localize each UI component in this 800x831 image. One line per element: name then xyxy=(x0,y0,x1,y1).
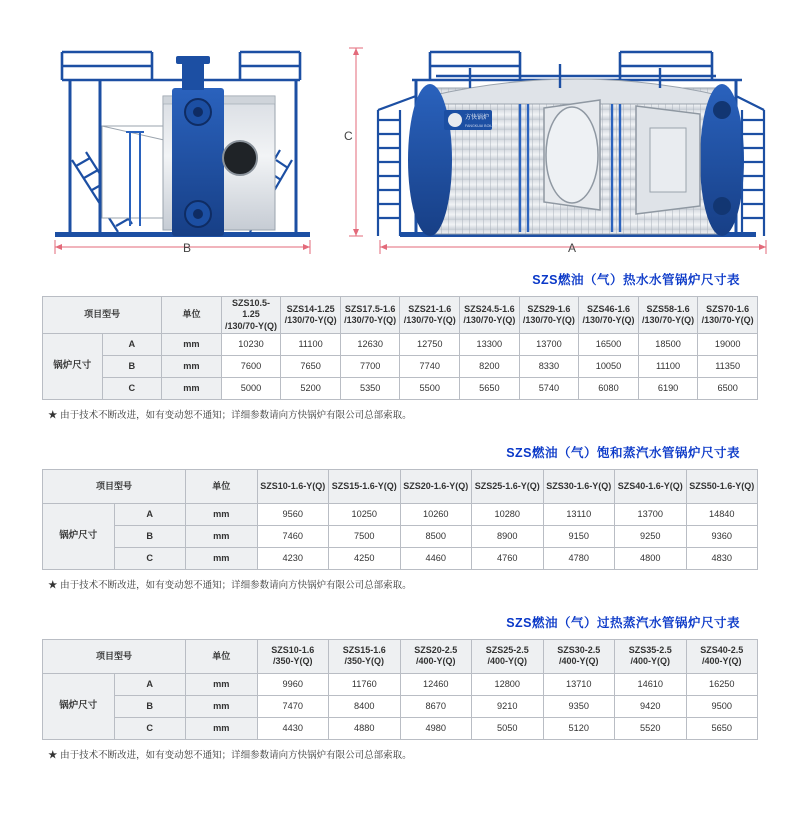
unit-label: mm xyxy=(162,355,222,377)
spec-block-hot-water xyxy=(42,270,758,421)
cell-value: 4460 xyxy=(400,547,472,569)
dim-label: C xyxy=(102,377,162,399)
header-cell-model-5: SZS30-2.5 /400-Y(Q) xyxy=(543,639,615,673)
cell-value: 8400 xyxy=(329,695,401,717)
cell-value: 5050 xyxy=(472,717,544,739)
brand-badge xyxy=(444,110,498,130)
table-row xyxy=(43,503,758,525)
cell-value: 10250 xyxy=(329,503,401,525)
product-diagram xyxy=(0,0,800,270)
cell-value: 14840 xyxy=(686,503,758,525)
cell-value: 7740 xyxy=(400,355,460,377)
cell-value: 11100 xyxy=(281,333,341,355)
header-cell-model-1: SZS10.5-1.25 /130/70-Y(Q) xyxy=(221,297,281,334)
header-cell-unit: 单位 xyxy=(186,469,258,503)
table-title-superheated-steam: SZS燃油（气）过热蒸汽水管锅炉尺寸表 xyxy=(506,615,740,630)
cell-value: 12630 xyxy=(340,333,400,355)
cell-value: 7650 xyxy=(281,355,341,377)
cell-value: 14610 xyxy=(615,673,687,695)
dim-label: B xyxy=(102,355,162,377)
cell-value: 13700 xyxy=(519,333,579,355)
table-row xyxy=(43,377,758,399)
cell-value: 13110 xyxy=(543,503,615,525)
dim-label: B xyxy=(114,525,186,547)
cell-value: 7470 xyxy=(257,695,329,717)
header-cell-model: 项目型号 xyxy=(43,297,162,334)
header-cell-model-7: SZS50-1.6-Y(Q) xyxy=(686,469,758,503)
spec-tables xyxy=(0,270,800,761)
header-cell-unit: 单位 xyxy=(162,297,222,334)
cell-value: 6080 xyxy=(579,377,639,399)
unit-label: mm xyxy=(186,525,258,547)
dim-label: A xyxy=(114,673,186,695)
cell-value: 8670 xyxy=(400,695,472,717)
cell-value: 10050 xyxy=(579,355,639,377)
cell-value: 5650 xyxy=(686,717,758,739)
header-cell-model-3: SZS20-2.5 /400-Y(Q) xyxy=(400,639,472,673)
table-header-row xyxy=(43,297,758,334)
table-note: ★ 由于技术不断改进，如有变动恕不通知；详细参数请向方快锅炉有限公司总部索取。 xyxy=(48,409,412,421)
spec-block-saturated-steam xyxy=(42,443,758,591)
cell-value: 9350 xyxy=(543,695,615,717)
unit-label: mm xyxy=(162,333,222,355)
header-cell-model-7: SZS40-2.5 /400-Y(Q) xyxy=(686,639,758,673)
dim-label: A xyxy=(102,333,162,355)
header-cell-model-5: SZS24.5-1.6 /130/70-Y(Q) xyxy=(460,297,520,334)
cell-value: 18500 xyxy=(638,333,698,355)
cell-value: 11760 xyxy=(329,673,401,695)
dim-label: B xyxy=(114,695,186,717)
header-cell-model-2: SZS15-1.6-Y(Q) xyxy=(329,469,401,503)
cell-value: 8330 xyxy=(519,355,579,377)
cell-value: 4430 xyxy=(257,717,329,739)
dim-label: C xyxy=(114,717,186,739)
cell-value: 9560 xyxy=(257,503,329,525)
table-saturated-steam xyxy=(42,469,758,570)
boiler-drawings-svg xyxy=(0,0,800,270)
unit-label: mm xyxy=(186,547,258,569)
cell-value: 7500 xyxy=(329,525,401,547)
row-group-label: 锅炉尺寸 xyxy=(43,333,103,399)
table-superheated-steam xyxy=(42,639,758,740)
dimension-a-label: A xyxy=(568,241,577,255)
cell-value: 10280 xyxy=(472,503,544,525)
dimension-c-label: C xyxy=(344,129,353,143)
cell-value: 19000 xyxy=(698,333,758,355)
table-row xyxy=(43,717,758,739)
unit-label: mm xyxy=(186,717,258,739)
cell-value: 12800 xyxy=(472,673,544,695)
header-cell-model-7: SZS46-1.6 /130/70-Y(Q) xyxy=(579,297,639,334)
table-header-row xyxy=(43,639,758,673)
inspection-door xyxy=(544,100,600,210)
cell-value: 4800 xyxy=(615,547,687,569)
header-cell-model-2: SZS15-1.6 /350-Y(Q) xyxy=(329,639,401,673)
cell-value: 4230 xyxy=(257,547,329,569)
cell-value: 9360 xyxy=(686,525,758,547)
table-note: ★ 由于技术不断改进，如有变动恕不通知；详细参数请向方快锅炉有限公司总部索取。 xyxy=(48,579,412,591)
table-row xyxy=(43,695,758,717)
table-row xyxy=(43,547,758,569)
cell-value: 6190 xyxy=(638,377,698,399)
header-cell-model: 项目型号 xyxy=(43,639,186,673)
cell-value: 5200 xyxy=(281,377,341,399)
cell-value: 4780 xyxy=(543,547,615,569)
cell-value: 11100 xyxy=(638,355,698,377)
header-cell-model-5: SZS30-1.6-Y(Q) xyxy=(543,469,615,503)
cell-value: 4880 xyxy=(329,717,401,739)
left-side-view xyxy=(55,48,363,255)
svg-text:FANGKUAI BOILER: FANGKUAI BOILER xyxy=(465,124,498,128)
cell-value: 9960 xyxy=(257,673,329,695)
cell-value: 7700 xyxy=(340,355,400,377)
cell-value: 10230 xyxy=(221,333,281,355)
header-cell-model-8: SZS58-1.6 /130/70-Y(Q) xyxy=(638,297,698,334)
cell-value: 4250 xyxy=(329,547,401,569)
cell-value: 9500 xyxy=(686,695,758,717)
header-cell-model-9: SZS70-1.6 /130/70-Y(Q) xyxy=(698,297,758,334)
cell-value: 5650 xyxy=(460,377,520,399)
cell-value: 5520 xyxy=(615,717,687,739)
header-cell-model-4: SZS25-2.5 /400-Y(Q) xyxy=(472,639,544,673)
header-cell-model-6: SZS29-1.6 /130/70-Y(Q) xyxy=(519,297,579,334)
cell-value: 4760 xyxy=(472,547,544,569)
cell-value: 5740 xyxy=(519,377,579,399)
header-cell-model-4: SZS21-1.6 /130/70-Y(Q) xyxy=(400,297,460,334)
unit-label: mm xyxy=(186,503,258,525)
table-note: ★ 由于技术不断改进，如有变动恕不通知；详细参数请向方快锅炉有限公司总部索取。 xyxy=(48,749,412,761)
header-cell-model: 项目型号 xyxy=(43,469,186,503)
header-cell-model-6: SZS35-2.5 /400-Y(Q) xyxy=(615,639,687,673)
header-cell-model-2: SZS14-1.25 /130/70-Y(Q) xyxy=(281,297,341,334)
table-row xyxy=(43,673,758,695)
header-cell-model-3: SZS20-1.6-Y(Q) xyxy=(400,469,472,503)
header-cell-model-1: SZS10-1.6-Y(Q) xyxy=(257,469,329,503)
cell-value: 5120 xyxy=(543,717,615,739)
spec-block-superheated-steam xyxy=(42,613,758,761)
svg-text:方快锅炉: 方快锅炉 xyxy=(465,115,490,121)
cell-value: 13700 xyxy=(615,503,687,525)
access-door xyxy=(636,106,700,214)
dim-label: A xyxy=(114,503,186,525)
header-cell-model-1: SZS10-1.6 /350-Y(Q) xyxy=(257,639,329,673)
right-front-view xyxy=(378,52,766,255)
cell-value: 5500 xyxy=(400,377,460,399)
table-row xyxy=(43,525,758,547)
cell-value: 16500 xyxy=(579,333,639,355)
cell-value: 4830 xyxy=(686,547,758,569)
cell-value: 5000 xyxy=(221,377,281,399)
cell-value: 9150 xyxy=(543,525,615,547)
cell-value: 9210 xyxy=(472,695,544,717)
dimension-b-label: B xyxy=(183,241,192,255)
unit-label: mm xyxy=(162,377,222,399)
cell-value: 5350 xyxy=(340,377,400,399)
header-cell-model-3: SZS17.5-1.6 /130/70-Y(Q) xyxy=(340,297,400,334)
cell-value: 8200 xyxy=(460,355,520,377)
cell-value: 8500 xyxy=(400,525,472,547)
unit-label: mm xyxy=(186,695,258,717)
cell-value: 9420 xyxy=(615,695,687,717)
cell-value: 7460 xyxy=(257,525,329,547)
cell-value: 8900 xyxy=(472,525,544,547)
cell-value: 9250 xyxy=(615,525,687,547)
cell-value: 11350 xyxy=(698,355,758,377)
cell-value: 4980 xyxy=(400,717,472,739)
cell-value: 16250 xyxy=(686,673,758,695)
table-title-saturated-steam: SZS燃油（气）饱和蒸汽水管锅炉尺寸表 xyxy=(506,445,740,460)
cell-value: 13300 xyxy=(460,333,520,355)
header-cell-model-4: SZS25-1.6-Y(Q) xyxy=(472,469,544,503)
header-cell-model-6: SZS40-1.6-Y(Q) xyxy=(615,469,687,503)
cell-value: 13710 xyxy=(543,673,615,695)
row-group-label: 锅炉尺寸 xyxy=(43,503,115,569)
cell-value: 10260 xyxy=(400,503,472,525)
cell-value: 7600 xyxy=(221,355,281,377)
row-group-label: 锅炉尺寸 xyxy=(43,673,115,739)
dim-label: C xyxy=(114,547,186,569)
table-row xyxy=(43,333,758,355)
unit-label: mm xyxy=(186,673,258,695)
cell-value: 12460 xyxy=(400,673,472,695)
cell-value: 12750 xyxy=(400,333,460,355)
table-row xyxy=(43,355,758,377)
table-header-row xyxy=(43,469,758,503)
table-hot-water xyxy=(42,296,758,400)
header-cell-unit: 单位 xyxy=(186,639,258,673)
cell-value: 6500 xyxy=(698,377,758,399)
table-title-hot-water: SZS燃油（气）热水水管锅炉尺寸表 xyxy=(532,273,740,287)
